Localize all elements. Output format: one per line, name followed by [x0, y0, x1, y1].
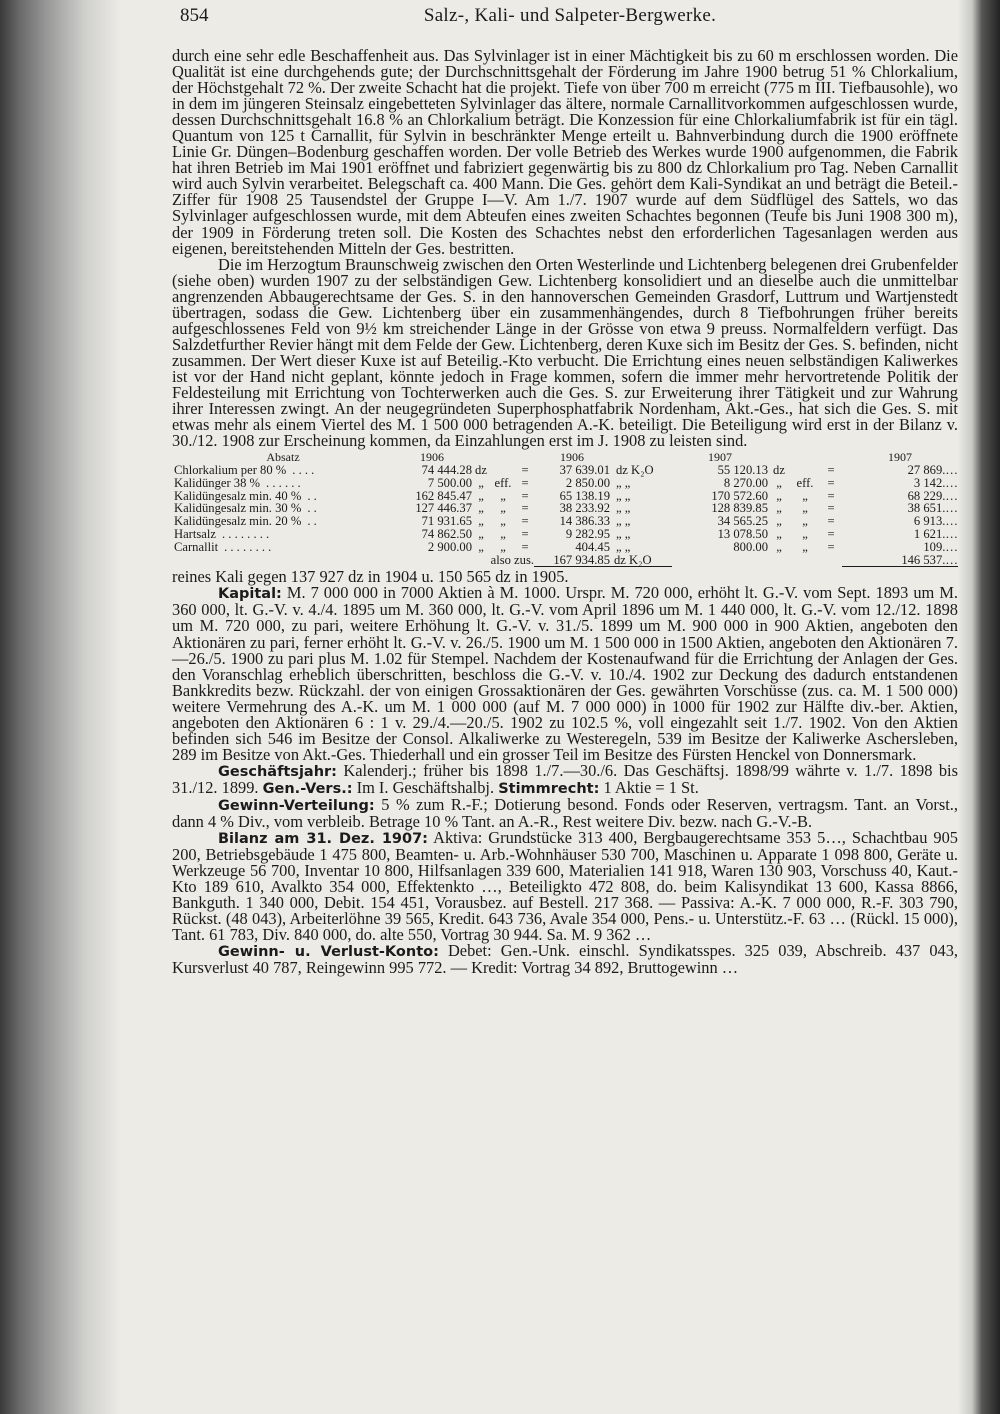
absatz-row-dots: . .	[307, 501, 317, 516]
absatz-row-dots: . . . . . .	[266, 475, 301, 490]
section-bilanz	[172, 830, 958, 943]
book-spine-shadow	[0, 0, 120, 1414]
absatz-cell-u1: „	[478, 539, 484, 554]
absatz-cell-u1: „	[478, 526, 484, 541]
absatz-cell-k1907: 1 621.…	[913, 526, 958, 541]
absatz-cell-u1: „	[478, 514, 484, 529]
section-gewinn-verlust	[172, 943, 958, 976]
absatz-cell-u1: „	[478, 488, 484, 503]
absatz-cell-u2: dz K₂O	[616, 462, 654, 477]
absatz-cell-u1: dz	[475, 462, 487, 477]
absatz-cell-eq2: =	[827, 501, 835, 516]
absatz-cell-eq2: =	[827, 488, 835, 503]
absatz-cell-u2: „ „	[616, 501, 631, 516]
page-edge-shadow	[958, 0, 1000, 1414]
section-geschaeftsjahr-text: Kalenderj.; früher bis 1898 1./7.—30./6. Das Geschäftsj. 1898/99 währte v. 1./7. 1898 bis 31./12. 1899.	[172, 760, 958, 797]
absatz-cell-k1907: 68 229.…	[907, 488, 958, 503]
absatz-cell-eq2: =	[827, 462, 835, 477]
absatz-cell-v1906: 7 500.00	[427, 475, 472, 490]
section-geschaeftsjahr-lead: Geschäftsjahr:	[218, 763, 337, 780]
absatz-cell-eq: =	[521, 488, 529, 503]
absatz-cell-pre2: „	[802, 501, 808, 516]
absatz-table-row	[174, 464, 958, 477]
absatz-cell-eq2: =	[827, 514, 835, 529]
absatz-cell-eq: =	[521, 462, 529, 477]
absatz-row-dots: . .	[307, 514, 317, 529]
absatz-cell-k1906: 38 233.92	[559, 501, 610, 516]
absatz-row-label: Carnallit	[174, 539, 219, 554]
section-kapital	[172, 585, 958, 763]
absatz-cell-pre2: „	[802, 514, 808, 529]
absatz-row-label: Kalidüngesalz min. 30 %	[174, 501, 302, 516]
absatz-cell-pre: „	[500, 501, 506, 516]
absatz-cell-u2: „ „	[616, 514, 631, 529]
absatz-cell-k1906: 2 850.00	[565, 475, 610, 490]
absatz-cell-pre2: „	[802, 526, 808, 541]
absatz-total-prefix: also zus.	[490, 552, 534, 567]
paragraph-lichtenberg: Die im Herzogtum Braunschweig zwischen den Orten Westerlinde und Lichtenberg belegenen drei Grubenfelder (siehe oben) wurden 1907 zu der selbständigen Gew. Lichtenberg konsolidiert und an dieselbe auch die unmittelbar angrenzenden Abbaugerechtsame der Ges. S. in den hannoverschen Gemeinden Grasdorf, Luttrum und Wartjenstedt übertragen, sodass die Gew. Lichtenberg über ein zusammenhängendes, durch 8 Tiefbohrungen früher bereits aufgeschlossenes Feld von 9½ km streichender Länge in der Grösse von etwa 9 preuss. Normalfeldern verfügt. Das Salzdetfurther Revier hängt mit dem Felde der Gew. Lichtenberg, deren Kuxe sich im Besitz der Ges. S. befinden, nicht zusammen. Der Wert dieser Kuxe ist auf Beteilig.-Kto verbucht. Die Errichtung eines neuen selbständigen Kaliwerkes ist vor der Hand nicht geplant, könnte jedoch in Frage kommen, sofern die immer mehr hervortretende Politik der Feldesteilung mit Errichtung von Tochterwerken auch die Ges. S. zur Erweiterung ihrer Tätigkeit und zur Wahrung ihrer Interessen zwingt. An der neugegründeten Superphosphatfabrik Nordenham, Akt.-Ges., hat sich die Ges. S. mit etwas mehr als einem Viertel des M. 1 500 000 betragenden A.-K. beteiligt. Die Beteiligung wird erst in der Bilanz v. 30./12. 1908 zur Erscheinung kommen, da Einzahlungen erst im J. 1908 zu leisten sind.	[172, 254, 958, 451]
absatz-table-row	[174, 541, 958, 554]
absatz-cell-k1906: 404.45	[575, 539, 610, 554]
absatz-cell-pre: „	[500, 539, 506, 554]
absatz-cell-k1907: 3 142.…	[913, 475, 958, 490]
absatz-cell-u3: „	[776, 488, 782, 503]
absatz-cell-u2: „ „	[616, 526, 631, 541]
absatz-table-row	[174, 528, 958, 541]
absatz-row-dots: . . . .	[292, 462, 315, 477]
absatz-total-1907: 146 537.…	[842, 554, 958, 567]
absatz-row-label: Hartsalz	[174, 526, 216, 541]
absatz-cell-v1907: 13 078.50	[717, 526, 768, 541]
absatz-cell-u3: „	[776, 514, 782, 529]
section-kapital-text: M. 7 000 000 in 7000 Aktien à M. 1000. Urspr. M. 720 000, erhöht lt. G.-V. vom Sept. 1893 um M. 360 000, lt. G.-V. v. 4./4. 1895 um M. 360 000, lt. G.-V. vom April 1896 um M. 1 440 000, lt. G.-V. vom 12./12. 1898 um M. 720 000, zu pari, weitere Erhöhung lt. G.-V. v. 31./5. 1899 um M. 900 000 in 900 Aktien, angeboten den Aktionären zu pari, ferner erhöht lt. G.-V. v. 26./5. 1900 um M. 1 500 000 in 1500 Aktien, angeboten den Aktionären 7.—26./5. 1900 zu pari plus M. 1.02 für Stempel. Nachdem der Kostenaufwand für die Errichtung der Anlagen der Ges. den Voranschlag erheblich überschritten, beschloss die G.-V. v. 10./4. 1902 zur Deckung des dadurch entstandenen Bankkredits bezw. Rückzahl. der von einigen Grossaktionären der Ges. gewährten Vorschüsse (zus. ca. M. 1 500 000) weitere Vermehrung des A.-K. um M. 1 000 000 (auf M. 7 000 000) in 1000 für 1902 zur Hälfte div.-ber. Aktien, angeboten den Aktionären 6 : 1 v. 29./4.—20./5. 1902 zu 102.5 %, voll eingezahlt seit 1./7. 1902. Von den Aktien befinden sich 546 im Besitze der Consol. Alkaliwerke zu Westeregeln, 539 im Besitze der Kaliwerke Aschersleben, 289 im Besitze von Akt.-Ges. Thiederhall und ein grosser Teil im Besitze des Fürsten Henckel von Donnersmark.	[172, 583, 958, 764]
paragraph-sylvinlager: durch eine sehr edle Beschaffenheit aus. Das Sylvinlager ist in einer Mächtigkeit bis zu 60 m erschlossen worden. Die Qualität ist eine durchgehends gute; der Durchschnittsgehalt der Förderung im Jahre 1900 betrug 51 % Chlorkalium, der Höchstgehalt 72 %. Der zweite Schacht hat die projekt. Tiefe von über 700 m erreicht (775 m III. Tiefbausohle), wo in dem im jüngeren Steinsalz eingebetteten Sylvinlager das ältere, normale Carnallitvorkommen aufgeschlossen wurde, dessen Durchschnittsgehalt 16.8 % an Chlorkalium beträgt. Die Konzession für eine Chlorkaliumfabrik ist für ein tägl. Quantum von 125 t Carnallit, für Sylvin in beschränkter Menge erteilt u. Bahnverbindung durch die 1900 eröffnete Linie Gr. Düngen–Bodenburg geschaffen worden. Der volle Betrieb des Werkes wurde 1900 aufgenommen, die Fabrik hat ihren Betrieb im Mai 1901 eröffnet und fabriziert gegenwärtig bis zu 800 dz Chlorkalium pro Tag. Neben Carnallit wird auch Sylvin verarbeitet. Belegschaft ca. 400 Mann. Die Ges. gehört dem Kali-Syndikat an und beträgt die Beteil.-Ziffer für 1908 25 Tausendstel der Gruppe I—V. Am 1./7. 1907 wurde auf dem Südflügel des Sattels, wo das Sylvinlager aufgeschlossen wurde, mit dem Abteufen eines zweiten Schachtes begonnen (Teufe bis Juni 1908 300 m), der 1909 in Förderung treten soll. Die Kosten des Schachtes nebst den erforderlichen Tagesanlagen werden aus eigenen, bereitstehenden Mitteln der Ges. bestritten.	[172, 46, 958, 258]
absatz-cell-pre2: „	[802, 488, 808, 503]
absatz-cell-pre: „	[500, 514, 506, 529]
section-genvers-lead: Gen.-Vers.:	[262, 780, 353, 797]
absatz-cell-k1906: 9 282.95	[565, 526, 610, 541]
absatz-cell-pre	[490, 464, 516, 477]
absatz-cell-k1907: 109.…	[923, 539, 958, 554]
absatz-cell-u1: „	[478, 475, 484, 490]
absatz-header-1907: 1907	[708, 450, 732, 465]
absatz-cell-k1907: 6 913.…	[913, 514, 958, 529]
absatz-total-1906: 167 934.85	[534, 554, 610, 567]
absatz-cell-v1907: 128 839.85	[711, 501, 768, 516]
absatz-total-unit: dz K₂O	[610, 554, 672, 567]
absatz-cell-pre2: „	[802, 539, 808, 554]
absatz-total-row	[174, 554, 958, 567]
absatz-cell-label	[174, 541, 392, 554]
absatz-cell-v1907: 800.00	[733, 539, 768, 554]
absatz-cell-eq: =	[521, 514, 529, 529]
section-gewinn-verlust-text: Debet: Gen.-Unk. einschl. Syndikatsspes. 325 039, Abschreib. 437 043, Kursverlust 40 787, Reingewinn 995 772. — Kredit: Vortrag 34 892, Bruttogewinn …	[172, 941, 959, 978]
absatz-cell-v1907: 170 572.60	[711, 488, 768, 503]
absatz-cell-u3: „	[776, 501, 782, 516]
absatz-cell-eq2: =	[827, 539, 835, 554]
absatz-header-1906: 1906	[420, 450, 444, 465]
absatz-cell-u2: „ „	[616, 475, 631, 490]
absatz-table	[174, 451, 958, 567]
absatz-cell-v1906: 127 446.37	[415, 501, 472, 516]
absatz-cell-k1907: 27 869.…	[907, 462, 958, 477]
section-gewinn-verteilung	[172, 797, 958, 830]
absatz-cell-v1907: 34 565.25	[717, 514, 768, 529]
absatz-row-dots: . . . . . . . .	[221, 526, 270, 541]
absatz-cell-eq: =	[521, 539, 529, 554]
absatz-cell-v1906: 71 931.65	[421, 514, 472, 529]
section-geschaeftsjahr	[172, 760, 958, 797]
absatz-cell-eq2: =	[827, 475, 835, 490]
absatz-cell-v1907: 8 270.00	[723, 475, 768, 490]
absatz-cell-pre: eff.	[494, 475, 512, 490]
absatz-cell-v1906: 2 900.00	[427, 539, 472, 554]
absatz-header-label: Absatz	[266, 450, 300, 465]
absatz-header-1907-k2o: 1907	[888, 450, 912, 465]
absatz-cell-u3: „	[776, 539, 782, 554]
absatz-cell-eq: =	[521, 526, 529, 541]
absatz-cell-k1906: 37 639.01	[559, 462, 610, 477]
absatz-cell-u2: „ „	[616, 488, 631, 503]
absatz-cell-u3: dz	[773, 462, 785, 477]
absatz-cell-u2: „ „	[616, 539, 631, 554]
absatz-row-label: Kalidüngesalz min. 40 %	[174, 488, 302, 503]
section-genvers-text: Im I. Geschäftshalbj.	[356, 777, 495, 797]
absatz-row-label: Chlorkalium per 80 %	[174, 462, 287, 477]
absatz-cell-k1906: 65 138.19	[559, 488, 610, 503]
absatz-cell-pre: „	[500, 526, 506, 541]
absatz-cell-pre2	[790, 464, 820, 477]
absatz-cell-pre2: eff.	[796, 475, 814, 490]
absatz-row-dots: . . . . . . . .	[224, 539, 272, 554]
absatz-cell-u1: „	[478, 501, 484, 516]
absatz-cell-v1906: 74 862.50	[421, 526, 472, 541]
absatz-cell-pre: „	[500, 488, 506, 503]
absatz-cell-eq: =	[521, 501, 529, 516]
running-head: Salz-, Kali- und Salpeter-Bergwerke.	[423, 5, 717, 26]
after-table-line: reines Kali gegen 137 927 dz in 1904 u. 150 565 dz in 1905.	[172, 567, 569, 587]
absatz-header-1906-k2o: 1906	[560, 450, 584, 465]
absatz-cell-k1906: 14 386.33	[559, 514, 610, 529]
absatz-row-label: Kalidünger 38 %	[174, 475, 261, 490]
absatz-cell-eq: =	[521, 475, 529, 490]
absatz-cell-v1906: 74 444.28	[421, 462, 472, 477]
section-bilanz-text: Aktiva: Grundstücke 313 400, Bergbaugerechtsame 353 5…, Schachtbau 905 200, Betriebsgebäude 1 475 800, Beamten- u. Arb.-Wohnhäuser 530 700, Maschinen u. Apparate 1 098 800, Geräte u. Werkzeuge 56 700, Inventar 10 800, Hilfsanlagen 339 600, Materialien 141 918, Waren 130 903, Vorschuss 40, Kaut.-Kto 189 610, Avalkto 354 000, Effektenkto …, Beteiligkto 472 808, do. beim Kalisyndikat 13 600, Kassa 8866, Bankguth. 1 340 000, Debit. 154 451, Vorausbez. auf Bestell. 217 368. — Passiva: A.-K. 7 000 000, R.-F. 303 790, Rückst. (48 043), Arbeiterlöhne 39 565, Kredit. 643 736, Avale 354 000, Pens.- u. Unterstütz.-F. 63 … (Rückl. 15 000), Tant. 61 783, Div. 840 000, do. alte 550, Vortrag 30 944. Sa. M. 9 362 …	[172, 828, 958, 945]
section-gewinn-verlust-lead: Gewinn- u. Verlust-Konto:	[218, 944, 439, 961]
section-stimmrecht-lead: Stimmrecht:	[498, 780, 600, 797]
absatz-row-dots: . .	[307, 488, 317, 503]
section-kapital-lead: Kapital:	[218, 586, 282, 603]
absatz-cell-v1906: 162 845.47	[415, 488, 472, 503]
absatz-cell-v1907: 55 120.13	[717, 462, 768, 477]
section-gewinn-verteilung-text: 5 % zum R.-F.; Dotierung besond. Fonds oder Reserven, vertragsm. Tant. an Vorst., dann 4 % Div., vom verbleib. Betrage 10 % Tant. an A.-R., Rest weitere Div. bezw. nach G.-V.-B.	[172, 795, 958, 832]
absatz-cell-eq2: =	[827, 526, 835, 541]
page-number: 854	[180, 5, 209, 26]
page-header	[172, 5, 958, 48]
document-page	[172, 5, 959, 978]
section-stimmrecht-text: 1 Aktie = 1 St.	[603, 777, 699, 797]
section-bilanz-lead: Bilanz am 31. Dez. 1907:	[218, 831, 428, 848]
absatz-cell-u3: „	[776, 475, 782, 490]
absatz-cell-u3: „	[776, 526, 782, 541]
section-gewinn-verteilung-lead: Gewinn-Verteilung:	[218, 798, 375, 814]
absatz-row-label: Kalidüngesalz min. 20 %	[174, 514, 302, 529]
absatz-cell-k1907: 38 651.…	[907, 501, 958, 516]
